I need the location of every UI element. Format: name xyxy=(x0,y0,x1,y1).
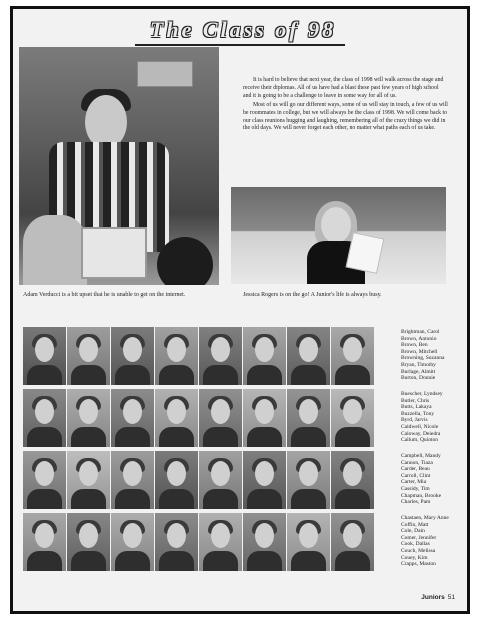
portrait-face xyxy=(79,399,98,424)
student-name: Brown, Mitchell xyxy=(401,348,438,355)
portrait-shoulders xyxy=(159,427,194,447)
photo-student-with-papers xyxy=(231,187,446,284)
student-portrait xyxy=(243,451,286,509)
student-portrait xyxy=(199,389,242,447)
student-portrait xyxy=(331,389,374,447)
portrait-shoulders xyxy=(335,427,370,447)
paper-sheet xyxy=(346,232,385,274)
portrait-face xyxy=(167,399,186,424)
student-name: Cassidy, Tim xyxy=(401,485,430,492)
portrait-face xyxy=(343,523,362,548)
portrait-shoulders xyxy=(291,427,326,447)
portrait-face xyxy=(79,337,98,362)
student-portrait xyxy=(287,513,330,571)
portrait-shoulders xyxy=(71,365,106,385)
student-name: Butts, Lakaya xyxy=(401,404,432,411)
portrait-shoulders xyxy=(335,365,370,385)
portrait-face xyxy=(255,461,274,486)
portrait-face xyxy=(211,523,230,548)
student-portrait xyxy=(67,389,110,447)
student-portrait xyxy=(243,513,286,571)
student-name: Carder, Beau xyxy=(401,466,430,473)
computer-monitor xyxy=(81,227,147,279)
portrait-face xyxy=(79,523,98,548)
student-name: Campbell, Mandy xyxy=(401,453,441,459)
student-portrait xyxy=(331,513,374,571)
student-head xyxy=(321,207,351,243)
portrait-face xyxy=(167,337,186,362)
portrait-shoulders xyxy=(159,551,194,571)
student-portrait xyxy=(199,513,242,571)
name-list xyxy=(401,453,479,506)
portrait-face xyxy=(299,461,318,486)
student-name: Brightman, Carol xyxy=(401,329,440,335)
student-name: Couey, Kim xyxy=(401,554,428,561)
portrait-shoulders xyxy=(115,365,150,385)
student-name: Cook, Dallas xyxy=(401,541,430,548)
portrait-shoulders xyxy=(115,551,150,571)
student-name: Charles, Pam xyxy=(401,499,431,506)
student-name: Cole, Dain xyxy=(401,528,425,535)
portrait-row xyxy=(23,389,473,447)
portrait-face xyxy=(255,523,274,548)
student-name: Burlage, Almitt xyxy=(401,368,436,375)
photo2-caption: Jessica Rogers is on the go! A Junior's life is always busy. xyxy=(243,292,382,298)
intro-paragraph: Most of us will go our different ways, some of us will stay in touch, a few of us will be roommates in college, but we will always be the class of 1998. We will come back to our class reunions hugging and laughing, remembering all of the crazy things we did in the old days. We will never forget each other, no matter what paths each of us take. xyxy=(243,101,448,132)
portrait-shoulders xyxy=(335,489,370,509)
portrait-shoulders xyxy=(71,427,106,447)
student-name: Byrd, Jarvis xyxy=(401,417,428,424)
portrait-shoulders xyxy=(203,365,238,385)
portrait-face xyxy=(211,461,230,486)
portrait-shoulders xyxy=(159,489,194,509)
portrait-shoulders xyxy=(71,489,106,509)
student-name: Carter, Mia xyxy=(401,479,427,486)
portrait-face xyxy=(299,523,318,548)
student-name: Callum, Quinton xyxy=(401,437,438,444)
portrait-shoulders xyxy=(203,551,238,571)
student-portrait xyxy=(23,513,66,571)
student-portrait xyxy=(155,327,198,385)
portrait-face xyxy=(123,523,142,548)
portrait-shoulders xyxy=(71,551,106,571)
student-head xyxy=(85,95,127,149)
name-list xyxy=(401,329,479,382)
portrait-shoulders xyxy=(115,489,150,509)
portrait-face xyxy=(255,337,274,362)
student-name: Chapman, Brooke xyxy=(401,492,442,499)
student-portrait xyxy=(243,389,286,447)
portrait-face xyxy=(35,399,54,424)
portrait-shoulders xyxy=(115,427,150,447)
student-portrait xyxy=(67,513,110,571)
portrait-shoulders xyxy=(27,365,62,385)
intro-paragraph: It is hard to believe that next year, the class of 1998 will walk across the stage and receive their diplomas. All of us have had a blast these past few years of high school and it is going to be a challenge to leave in some way for all of us. xyxy=(243,77,444,99)
portrait-face xyxy=(343,337,362,362)
portrait-shoulders xyxy=(27,551,62,571)
student-name: Buzzella, Tony xyxy=(401,410,435,417)
student-portrait xyxy=(155,389,198,447)
portrait-face xyxy=(123,399,142,424)
student-portrait xyxy=(23,451,66,509)
title-underline xyxy=(135,44,345,46)
seated-student xyxy=(23,215,87,285)
portrait-face xyxy=(255,399,274,424)
student-portrait xyxy=(243,327,286,385)
foreground-head xyxy=(157,237,213,285)
student-portrait xyxy=(287,327,330,385)
portrait-face xyxy=(35,461,54,486)
student-name: Caldwell, Nicole xyxy=(401,423,439,430)
wall-poster xyxy=(137,61,193,87)
portrait-shoulders xyxy=(247,489,282,509)
photo1-caption: Adam Verducci is a bit upset that he is unable to get on the internet. xyxy=(23,292,186,298)
student-name: Browning, Suzanna xyxy=(401,355,445,362)
student-portrait xyxy=(23,327,66,385)
portrait-face xyxy=(123,461,142,486)
student-portrait xyxy=(23,389,66,447)
portrait-shoulders xyxy=(203,489,238,509)
portrait-shoulders xyxy=(291,551,326,571)
student-portrait xyxy=(67,327,110,385)
section-name: Juniors xyxy=(421,594,445,601)
student-portrait xyxy=(155,451,198,509)
student-portrait xyxy=(111,389,154,447)
yearbook-page xyxy=(10,6,470,614)
student-portrait xyxy=(331,451,374,509)
portrait-face xyxy=(211,399,230,424)
portrait-face xyxy=(167,461,186,486)
portrait-face xyxy=(123,337,142,362)
portrait-shoulders xyxy=(335,551,370,571)
portrait-row xyxy=(23,327,473,385)
student-name: Caloway, Deiedra xyxy=(401,430,441,437)
portrait-face xyxy=(79,461,98,486)
student-name: Couch, Melissa xyxy=(401,547,436,554)
page-footer xyxy=(421,594,455,601)
student-portrait xyxy=(199,327,242,385)
name-list xyxy=(401,515,479,568)
student-name: Crapps, Maston xyxy=(401,561,436,568)
portrait-shoulders xyxy=(291,365,326,385)
name-list xyxy=(401,391,479,444)
portrait-shoulders xyxy=(247,427,282,447)
portrait-face xyxy=(299,399,318,424)
student-name: Coffin, Matt xyxy=(401,521,429,528)
student-name: Butler, Chris xyxy=(401,397,430,404)
portrait-shoulders xyxy=(159,365,194,385)
student-name: Brown, Antonio xyxy=(401,335,437,342)
portrait-shoulders xyxy=(247,551,282,571)
student-name: Carroll, Clint xyxy=(401,472,431,479)
portrait-face xyxy=(343,461,362,486)
student-name: Comer, Jennifer xyxy=(401,534,437,541)
page-title: The Class of 98 xyxy=(149,17,337,42)
portrait-shoulders xyxy=(203,427,238,447)
student-portrait xyxy=(67,451,110,509)
student-portrait xyxy=(199,451,242,509)
student-portrait xyxy=(111,451,154,509)
portrait-face xyxy=(167,523,186,548)
portrait-row xyxy=(23,451,473,509)
student-portrait xyxy=(287,451,330,509)
page-number: 51 xyxy=(447,594,455,601)
student-portrait xyxy=(111,327,154,385)
student-portrait xyxy=(287,389,330,447)
student-name: Cannon, Tiaza xyxy=(401,459,433,466)
portrait-row xyxy=(23,513,473,571)
student-name: Bryan, Timothy xyxy=(401,361,436,368)
student-portrait xyxy=(331,327,374,385)
student-name: Buescher, Lyndsey xyxy=(401,391,443,397)
portrait-shoulders xyxy=(27,489,62,509)
student-portrait xyxy=(111,513,154,571)
student-portrait xyxy=(155,513,198,571)
student-name: Burton, Donnie xyxy=(401,375,436,382)
portrait-face xyxy=(343,399,362,424)
portrait-face xyxy=(35,337,54,362)
portrait-face xyxy=(35,523,54,548)
student-name: Brown, Ben xyxy=(401,342,428,349)
photo-student-at-computer xyxy=(19,47,219,285)
portrait-face xyxy=(211,337,230,362)
portrait-shoulders xyxy=(27,427,62,447)
student-name: Chastaen, Mary Anne xyxy=(401,515,449,521)
portrait-shoulders xyxy=(291,489,326,509)
portrait-face xyxy=(299,337,318,362)
intro-text xyxy=(243,77,448,134)
portrait-shoulders xyxy=(247,365,282,385)
